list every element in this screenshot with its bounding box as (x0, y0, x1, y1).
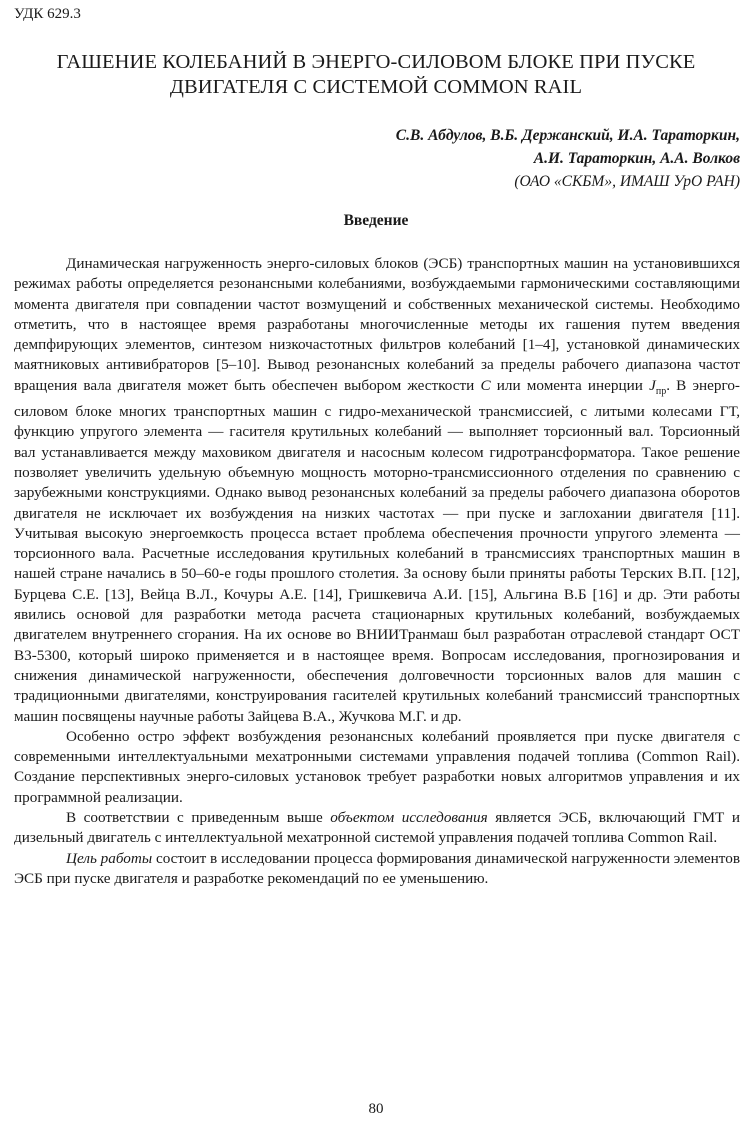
title-line-2: ДВИГАТЕЛЯ С СИСТЕМОЙ COMMON RAIL (169, 76, 583, 98)
body-text (14, 254, 740, 889)
authors-line-1: С.В. Абдулов, В.Б. Держанский, И.А. Тараторкин, (395, 127, 740, 144)
symbol-j-subscript: пр (655, 385, 667, 397)
symbol-j: J (649, 376, 656, 394)
title-line-1: ГАШЕНИЕ КОЛЕБАНИЙ В ЭНЕРГО-СИЛОВОМ БЛОКЕ ПРИ ПУСКЕ (56, 51, 696, 73)
affiliation: (ОАО «СКБМ», ИМАШ УрО РАН) (514, 173, 740, 190)
paragraph-3 (14, 808, 740, 849)
authors-line-2: А.И. Тараторкин, А.А. Волков (533, 150, 740, 167)
p4-part-b: состоит в исследовании процесса формирования динамической нагруженности элементов ЭСБ при пуске двигателя и разработке рекомендаций по ее уменьшению. (14, 849, 740, 887)
paper-title (20, 50, 732, 100)
p4-emphasis: Цель работы (66, 849, 153, 867)
p1-part-a: Динамическая нагруженность энерго-силовых блоков (ЭСБ) транспортных машин на установившихся режимах работы определяется резонансными колебаниями, возбуждаемыми гармоническими составляющими момента двигателя при совпадении частот возмущений и собственных механической системы. Необходимо отметить, что в настоящее время разработаны многочисленные методы их гашения путем введения демпфирующих элементов, синтезом низкочастотных фильтров колебаний [1–4], установкой динамических маятниковых антивибраторов [5–10]. Вывод резонансных колебаний за пределы рабочего диапазона частот вращения вала двигателя может быть обеспечен выбором жесткости (14, 255, 740, 394)
p1-part-c: . В энерго-силовом блоке многих транспортных машин с гидро-механической трансмиссией, с литыми колесами ГТ, функцию упругого элемента — гасителя крутильных колебаний — выполняет торсионный вал. Торсионный вал устанавливается между маховиком двигателя и насосным колесом гидротрансформатора. Такое решение позволяет увеличить удельную объемную мощность моторно-трансмиссионного отделения по сравнению с зарубежными конструкциями. Однако вывод резонансных колебаний за пределы рабочего диапазона оборотов двигателя не исключает их возбуждения на низких частотах — при пуске и заглохании двигателя [11]. Учитывая высокую энергоемкость процесса встает проблема обеспечения прочности упругого элемента — торсионного вала. Расчетные исследования крутильных колебаний в трансмиссиях транспортных машин в нашей стране начались в 50–60-е годы прошлого столетия. За основу были приняты работы Терских В.П. [12], Бурцева С.Е. [13], Вейца В.Л., Кочуры А.Е. [14], Гришкевича А.И. [15], Альгина В.Б [16] и др. Эти работы явились основой для разработки метода расчета стационарных крутильных колебаний, возбуждаемых двигателем внутреннего сгорания. На их основе во ВНИИТранмаш был разработан отраслевой стандарт ОСТ В3-5300, который широко применяется и в настоящее время. Вопросам исследования, прогнозирования и снижения динамической нагруженности, обеспечения долговечности торсионных валов для машин с традиционными двигателями, конструирования гасителей крутильных колебаний трансмиссий транспортных машин посвящены научные работы Зайцева В.А., Жучкова М.Г. и др. (14, 376, 740, 725)
symbol-c: C (480, 376, 491, 394)
p3-part-a: В соответствии с приведенным выше (66, 809, 331, 827)
page-number: 80 (368, 1101, 384, 1117)
paragraph-2: Особенно остро эффект возбуждения резонансных колебаний проявляется при пуске двигателя с современными интеллектуальными мехатронными системами управления подачей топлива (Common Rail). Создание перспективных энерго-силовых установок требует разработки новых алгоритмов управления и их программной реализации. (14, 727, 740, 806)
udk-code: УДК 629.3 (14, 6, 81, 22)
paragraph-1 (14, 254, 740, 727)
paragraph-4 (14, 849, 740, 890)
p3-part-b: является ЭСБ, включающий ГМТ и дизельный двигатель с интеллектуальной мехатронной системой управления подачей топлива Common Rail. (14, 809, 741, 847)
section-heading: Введение (343, 212, 409, 229)
author-block (396, 124, 740, 193)
p3-emphasis: объектом исследования (330, 809, 488, 827)
p1-part-b: или момента инерции (490, 376, 650, 394)
